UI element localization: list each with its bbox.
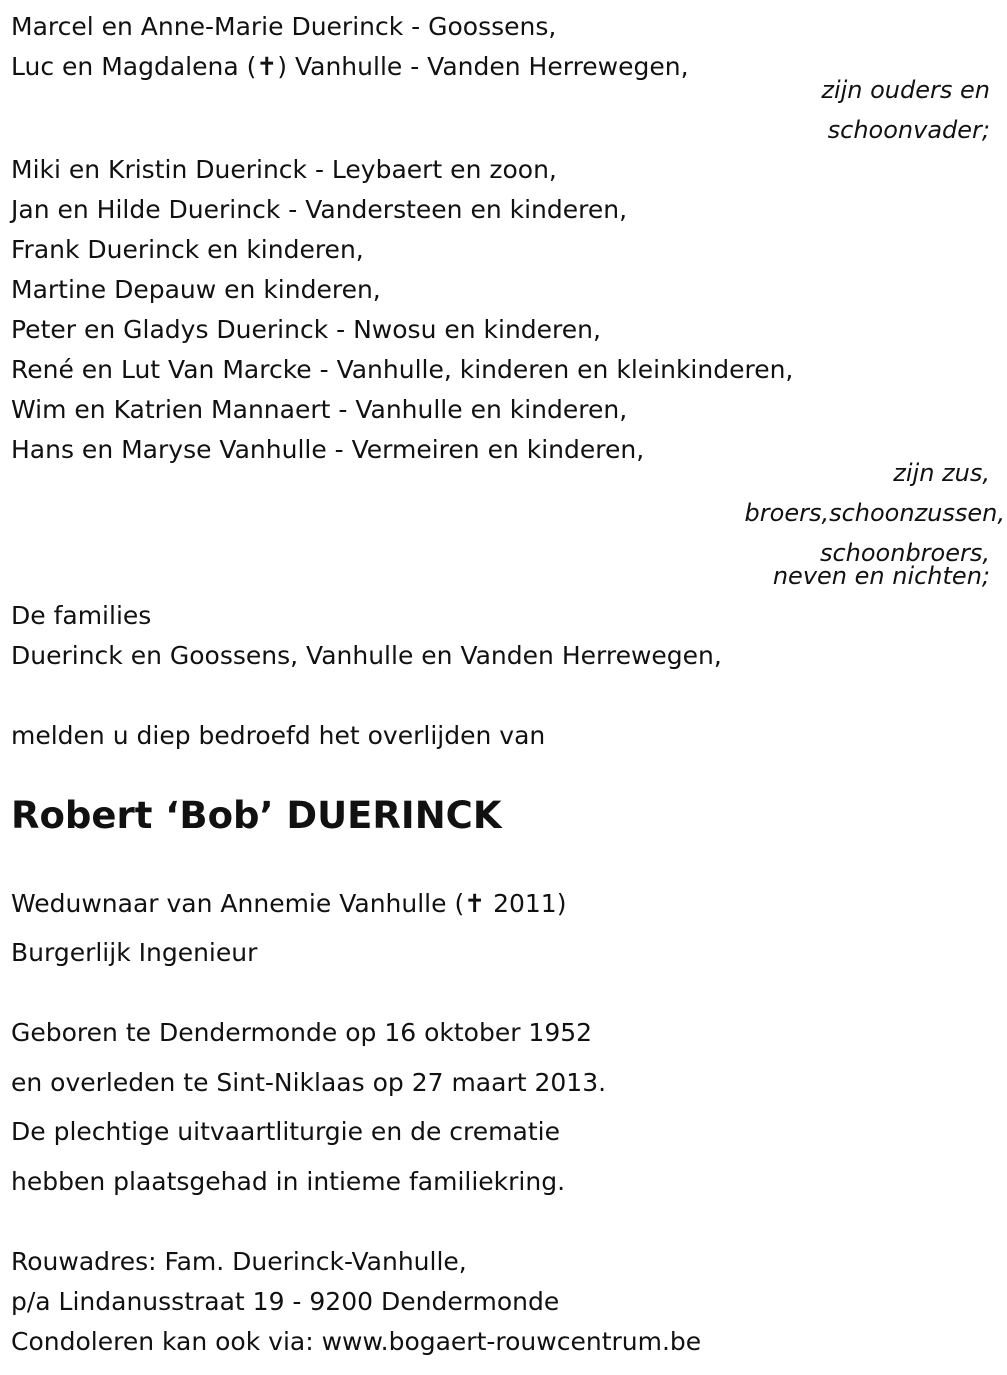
sibling-line: Hans en Maryse Vanhulle - Vermeiren en kinderen, [11,435,645,464]
life-line: hebben plaatsgehad in intieme familiekring. [11,1167,566,1196]
sibling-line: René en Lut Van Marcke - Vanhulle, kinderen en kleinkinderen, [11,355,794,384]
announcement-text: melden u diep bedroefd het overlijden van [11,721,546,750]
siblings-role-line: schoonbroers, [819,539,990,567]
detail-line: Burgerlijk Ingenieur [11,938,258,967]
sibling-line: Frank Duerinck en kinderen, [11,235,364,264]
life-line: en overleden te Sint-Niklaas op 27 maart 2013. [11,1068,607,1097]
contact-line: Condoleren kan ook via: www.bogaert-rouwcentrum.be [11,1327,702,1356]
sibling-line: Jan en Hilde Duerinck - Vandersteen en kinderen, [11,195,628,224]
parents-role-line: zijn ouders en [821,76,990,104]
sibling-line: Peter en Gladys Duerinck - Nwosu en kinderen, [11,315,601,344]
siblings-role-line: zijn zus, [893,459,990,487]
deceased-name: Robert ‘Bob’ DUERINCK [11,794,502,837]
families-line: Duerinck en Goossens, Vanhulle en Vanden Herrewegen, [11,641,722,670]
life-line: Geboren te Dendermonde op 16 oktober 1952 [11,1018,593,1047]
contact-line: Rouwadres: Fam. Duerinck-Vanhulle, [11,1247,467,1276]
contact-line: p/a Lindanusstraat 19 - 9200 Dendermonde [11,1287,560,1316]
sibling-line: Wim en Katrien Mannaert - Vanhulle en kinderen, [11,395,628,424]
parents-line: Luc en Magdalena (✝) Vanhulle - Vanden Herrewegen, [11,52,689,81]
sibling-line: Miki en Kristin Duerinck - Leybaert en zoon, [11,155,557,184]
sibling-line: Martine Depauw en kinderen, [11,275,381,304]
life-line: De plechtige uitvaartliturgie en de crematie [11,1117,560,1146]
siblings-role-line: neven en nichten; [772,562,990,590]
families-line: De families [11,601,152,630]
siblings-role-line: broers,schoonzussen, [744,499,1005,527]
parents-line: Marcel en Anne-Marie Duerinck - Goossens, [11,12,557,41]
detail-line: Weduwnaar van Annemie Vanhulle (✝ 2011) [11,889,567,918]
parents-role-line: schoonvader; [827,116,990,144]
